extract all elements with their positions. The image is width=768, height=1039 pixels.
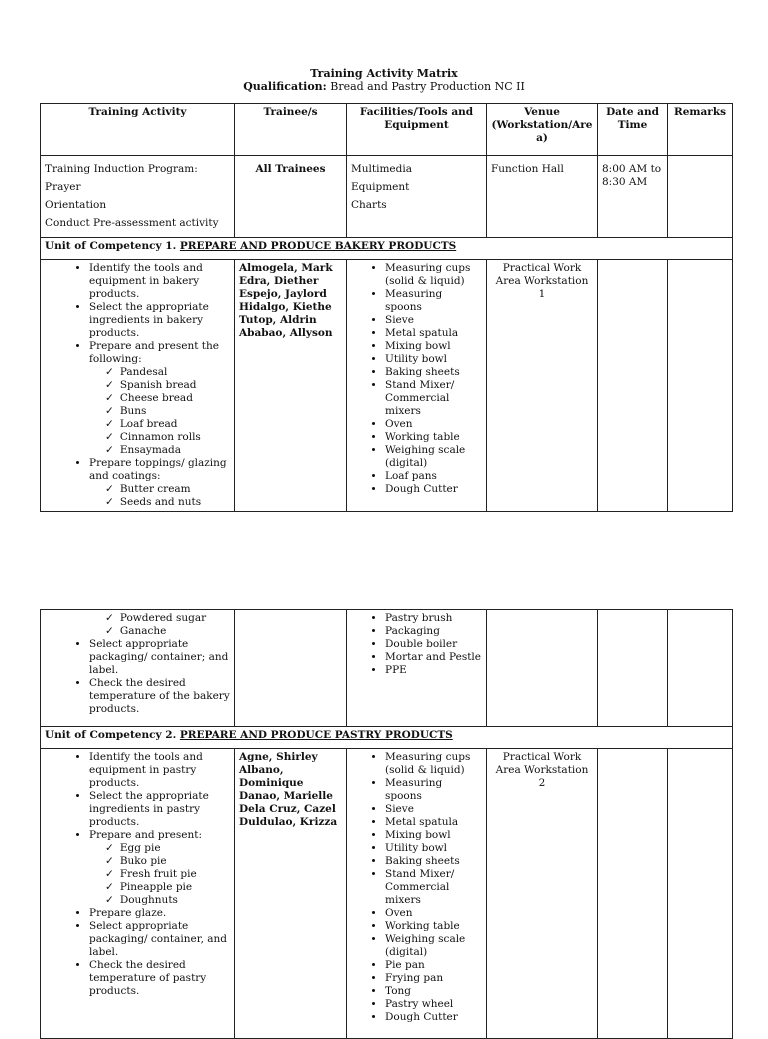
training-matrix-page-2 xyxy=(40,609,733,1039)
list-item: • Prepare and present the following: ✓ Pandesal ✓ Spanish bread ✓ Cheese bread ✓ Buns ✓ Loaf bread ✓ Cinnamon rolls ✓ Ensaymada xyxy=(89,340,230,457)
list-item: • Baking sheets xyxy=(385,855,482,868)
list-item: • Check the desired temperature of the bakery products. xyxy=(89,677,230,716)
list-item: ✓ Ensaymada xyxy=(119,444,230,457)
unit-1-activities xyxy=(41,260,235,512)
unit-2-equipment xyxy=(347,749,487,1039)
unit-1-datetime xyxy=(598,260,668,512)
list-item: • Baking sheets xyxy=(385,366,482,379)
list-item: ✓ Doughnuts xyxy=(119,894,230,907)
list-item: • Select the appropriate ingredients in pastry products. xyxy=(89,790,230,829)
unit-2-header xyxy=(41,727,733,749)
list-item: • Select the appropriate ingredients in bakery products. xyxy=(89,301,230,340)
unit-1-continued-row xyxy=(41,610,733,727)
list-item: ✓ Pineapple pie xyxy=(119,881,230,894)
list-item: • Mixing bowl xyxy=(385,829,482,842)
unit-1-continued-venue xyxy=(487,610,598,727)
list-item: ✓ Spanish bread xyxy=(119,379,230,392)
list-item: • Identify the tools and equipment in pastry products. xyxy=(89,751,230,790)
induction-activities: Training Induction Program: Prayer Orientation Conduct Pre-assessment activity xyxy=(41,156,235,238)
list-item: • Check the desired temperature of pastry products. xyxy=(89,959,230,998)
unit-2-activities xyxy=(41,749,235,1039)
col-header-facilities: Facilities/Tools and Equipment xyxy=(347,104,487,156)
list-item: ✓ Egg pie xyxy=(119,842,230,855)
list-item: • Stand Mixer/ Commercial mixers xyxy=(385,379,482,418)
list-item: • Prepare glaze. xyxy=(89,907,230,920)
col-header-date-time: Date and Time xyxy=(598,104,668,156)
list-item: • Measuring spoons xyxy=(385,777,482,803)
list-item: • Pie pan xyxy=(385,959,482,972)
induction-row xyxy=(41,156,733,238)
header-row xyxy=(41,104,733,156)
training-matrix-page-1 xyxy=(40,103,733,512)
unit-1-venue: Practical Work Area Workstation 1 xyxy=(487,260,598,512)
list-item: • Working table xyxy=(385,920,482,933)
list-item: ✓ Powdered sugar xyxy=(119,612,230,625)
list-item: • Mortar and Pestle xyxy=(385,651,482,664)
unit-1-continued-activities xyxy=(41,610,235,727)
list-item: • Select appropriate packaging/ container; and label. xyxy=(89,638,230,677)
unit-1-label: Unit of Competency 1. xyxy=(45,240,177,252)
qualification-value: Bread and Pastry Production NC II xyxy=(330,80,525,93)
list-item: ✓ Pandesal xyxy=(119,366,230,379)
list-item: • Dough Cutter xyxy=(385,483,482,496)
list-item: ✓ Fresh fruit pie xyxy=(119,868,230,881)
list-item: • Utility bowl xyxy=(385,842,482,855)
list-item: ✓ Seeds and nuts xyxy=(119,496,230,509)
unit-2-label: Unit of Competency 2. xyxy=(45,729,177,741)
list-item: ✓ Cinnamon rolls xyxy=(119,431,230,444)
list-item: ✓ Ganache xyxy=(119,625,230,638)
list-item: • Working table xyxy=(385,431,482,444)
list-item: ✓ Loaf bread xyxy=(119,418,230,431)
list-item: • Weighing scale (digital) xyxy=(385,933,482,959)
unit-1-continued-trainees xyxy=(235,610,347,727)
list-item: • Sieve xyxy=(385,803,482,816)
unit-1-name: PREPARE AND PRODUCE BAKERY PRODUCTS xyxy=(179,240,457,252)
list-item: • Loaf pans xyxy=(385,470,482,483)
unit-1-continued-equipment xyxy=(347,610,487,727)
list-item: • Utility bowl xyxy=(385,353,482,366)
unit-2-name: PREPARE AND PRODUCE PASTRY PRODUCTS xyxy=(179,729,453,741)
unit-2-venue: Practical Work Area Workstation 2 xyxy=(487,749,598,1039)
unit-1-remarks xyxy=(668,260,733,512)
list-item: • Weighing scale (digital) xyxy=(385,444,482,470)
col-header-venue: Venue (Workstation/Are a) xyxy=(487,104,598,156)
list-item: • Oven xyxy=(385,907,482,920)
list-item: ✓ Butter cream xyxy=(119,483,230,496)
list-item: • Identify the tools and equipment in bakery products. xyxy=(89,262,230,301)
list-item: • Sieve xyxy=(385,314,482,327)
unit-2-trainees: Agne, Shirley Albano, Dominique Danao, Marielle Dela Cruz, Cazel Duldulao, Krizza xyxy=(235,749,347,1039)
unit-1-equipment xyxy=(347,260,487,512)
col-header-training-activity: Training Activity xyxy=(41,104,235,156)
list-item: • Pastry wheel xyxy=(385,998,482,1011)
list-item: ✓ Buko pie xyxy=(119,855,230,868)
list-item: • Measuring cups (solid & liquid) xyxy=(385,751,482,777)
qualification-line xyxy=(0,80,768,93)
list-item: • Packaging xyxy=(385,625,482,638)
list-item: • Mixing bowl xyxy=(385,340,482,353)
list-item: • Measuring spoons xyxy=(385,288,482,314)
unit-1-continued-remarks xyxy=(668,610,733,727)
list-item: • Frying pan xyxy=(385,972,482,985)
list-item: • Prepare toppings/ glazing and coatings: ✓ Butter cream ✓ Seeds and nuts xyxy=(89,457,230,509)
unit-2-datetime xyxy=(598,749,668,1039)
induction-trainees: All Trainees xyxy=(235,156,347,238)
list-item: • Metal spatula xyxy=(385,327,482,340)
unit-1-header xyxy=(41,238,733,260)
list-item: • Prepare and present: ✓ Egg pie ✓ Buko pie ✓ Fresh fruit pie ✓ Pineapple pie ✓ Doughnuts xyxy=(89,829,230,907)
unit-1-continued-datetime xyxy=(598,610,668,727)
col-header-remarks: Remarks xyxy=(668,104,733,156)
qualification-label: Qualification: xyxy=(243,80,327,93)
unit-2-remarks xyxy=(668,749,733,1039)
col-header-trainees: Trainee/s xyxy=(235,104,347,156)
unit-2-row xyxy=(41,749,733,1039)
list-item: • Pastry brush xyxy=(385,612,482,625)
document-title: Training Activity Matrix xyxy=(310,67,458,80)
list-item: • Select appropriate packaging/ container, and label. xyxy=(89,920,230,959)
unit-1-trainees: Almogela, Mark Edra, Diether Espejo, Jaylord Hidalgo, Kiethe Tutop, Aldrin Ababao, Allyson xyxy=(235,260,347,512)
induction-facilities: Multimedia Equipment Charts xyxy=(347,156,487,238)
list-item: ✓ Buns xyxy=(119,405,230,418)
list-item: • Tong xyxy=(385,985,482,998)
list-item: • Stand Mixer/ Commercial mixers xyxy=(385,868,482,907)
list-item: ✓ Cheese bread xyxy=(119,392,230,405)
list-item: • Double boiler xyxy=(385,638,482,651)
list-item: • PPE xyxy=(385,664,482,677)
list-item: • Oven xyxy=(385,418,482,431)
list-item: • Metal spatula xyxy=(385,816,482,829)
induction-remarks xyxy=(668,156,733,238)
unit-1-row xyxy=(41,260,733,512)
induction-venue: Function Hall xyxy=(487,156,598,238)
list-item: • Dough Cutter xyxy=(385,1011,482,1024)
induction-datetime: 8:00 AM to 8:30 AM xyxy=(598,156,668,238)
list-item: • Measuring cups (solid & liquid) xyxy=(385,262,482,288)
